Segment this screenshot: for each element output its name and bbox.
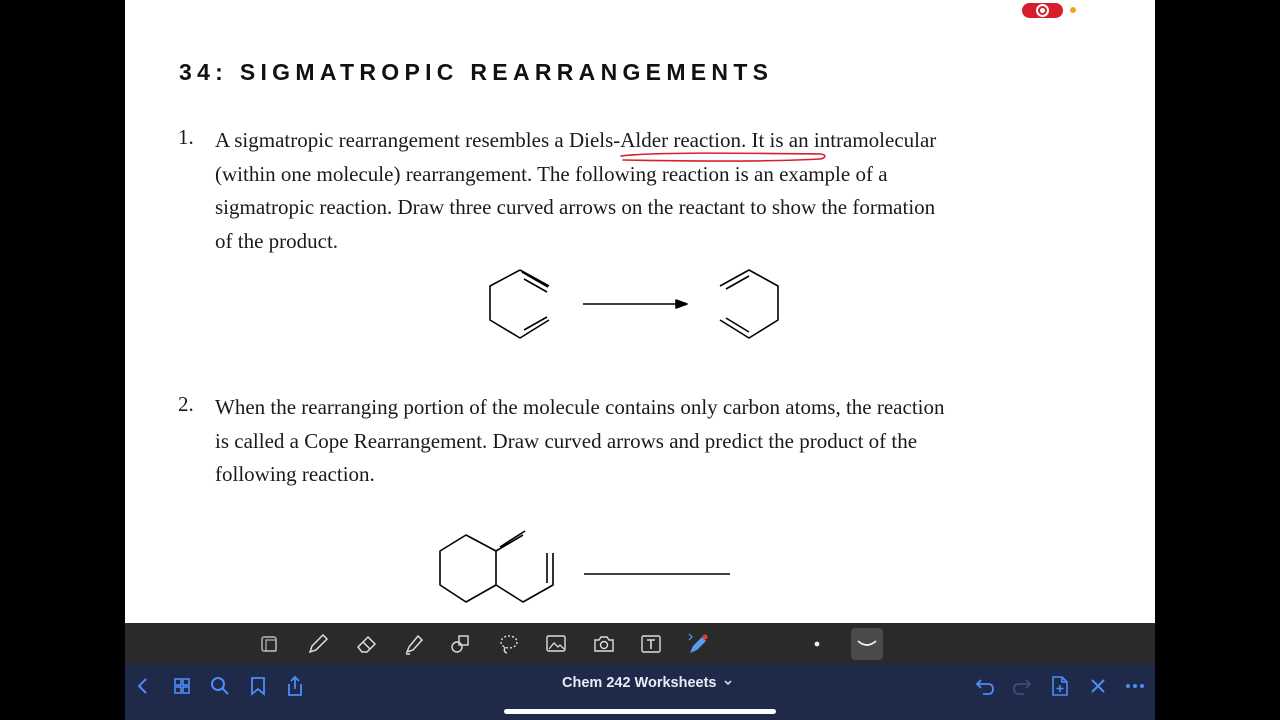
reaction-1-scheme bbox=[480, 262, 810, 346]
ink-underline-annotation bbox=[615, 150, 830, 166]
recording-status-dot bbox=[1070, 7, 1076, 13]
small-dot-stroke-icon[interactable] bbox=[803, 630, 831, 658]
close-icon[interactable] bbox=[1085, 673, 1111, 699]
question-line: sigmatropic reaction. Draw three curved arrows on the reactant to show the formation bbox=[215, 195, 936, 219]
reactant-hexadiene bbox=[490, 270, 549, 338]
question-line: A sigmatropic rearrangement resembles a Diels-Alder reaction. It is an intramolecular bbox=[215, 128, 937, 152]
document-name-button[interactable]: Chem 242 Worksheets bbox=[562, 675, 717, 691]
question-line: When the rearranging portion of the molecule contains only carbon atoms, the reaction bbox=[215, 395, 945, 419]
recording-indicator[interactable] bbox=[1022, 3, 1063, 18]
shapes-icon[interactable] bbox=[447, 630, 475, 658]
lasso-icon[interactable] bbox=[495, 630, 523, 658]
text-icon[interactable] bbox=[637, 630, 665, 658]
question-line: is called a Cope Rearrangement. Draw curved arrows and predict the product of the bbox=[215, 428, 918, 453]
document-navbar bbox=[125, 665, 1155, 720]
question-2-number: 2. bbox=[178, 392, 194, 416]
page-manager-icon[interactable] bbox=[256, 630, 284, 658]
eraser-icon[interactable] bbox=[353, 630, 381, 658]
question-line: following reaction. bbox=[215, 462, 375, 486]
chevron-down-icon[interactable] bbox=[723, 679, 733, 687]
undo-icon[interactable] bbox=[972, 673, 998, 699]
grid-icon[interactable] bbox=[169, 673, 195, 699]
question-1-number: 1. bbox=[178, 125, 194, 149]
bookmark-icon[interactable] bbox=[245, 673, 271, 699]
question-2-text bbox=[215, 391, 1090, 492]
record-icon bbox=[1036, 4, 1049, 17]
share-icon[interactable] bbox=[282, 673, 308, 699]
reaction-arrow bbox=[583, 300, 687, 308]
add-page-icon[interactable] bbox=[1047, 673, 1073, 699]
reactant-methylenecyclohexane bbox=[440, 531, 553, 602]
highlighter-icon[interactable] bbox=[400, 630, 428, 658]
more-icon[interactable] bbox=[1122, 673, 1148, 699]
question-line: of the product. bbox=[215, 228, 339, 253]
home-indicator[interactable] bbox=[504, 709, 776, 714]
search-icon[interactable] bbox=[207, 673, 233, 699]
annotation-toolbar bbox=[125, 623, 1155, 665]
question-1-text bbox=[215, 124, 1090, 258]
back-icon[interactable] bbox=[130, 673, 156, 699]
reaction-2-scheme bbox=[430, 525, 730, 605]
curve-stroke-icon[interactable] bbox=[851, 628, 883, 660]
redo-icon[interactable] bbox=[1009, 673, 1035, 699]
bluetooth-pen-icon[interactable] bbox=[684, 630, 712, 658]
image-icon[interactable] bbox=[542, 630, 570, 658]
page-title: 34: SIGMATROPIC REARRANGEMENTS bbox=[179, 59, 774, 85]
question-line: (within one molecule) rearrangement. The following reaction is an example of a bbox=[215, 161, 888, 186]
product-cyclohexadiene bbox=[720, 270, 778, 338]
pen-icon[interactable] bbox=[304, 630, 332, 658]
camera-icon[interactable] bbox=[590, 630, 618, 658]
worksheet-page bbox=[125, 0, 1155, 623]
